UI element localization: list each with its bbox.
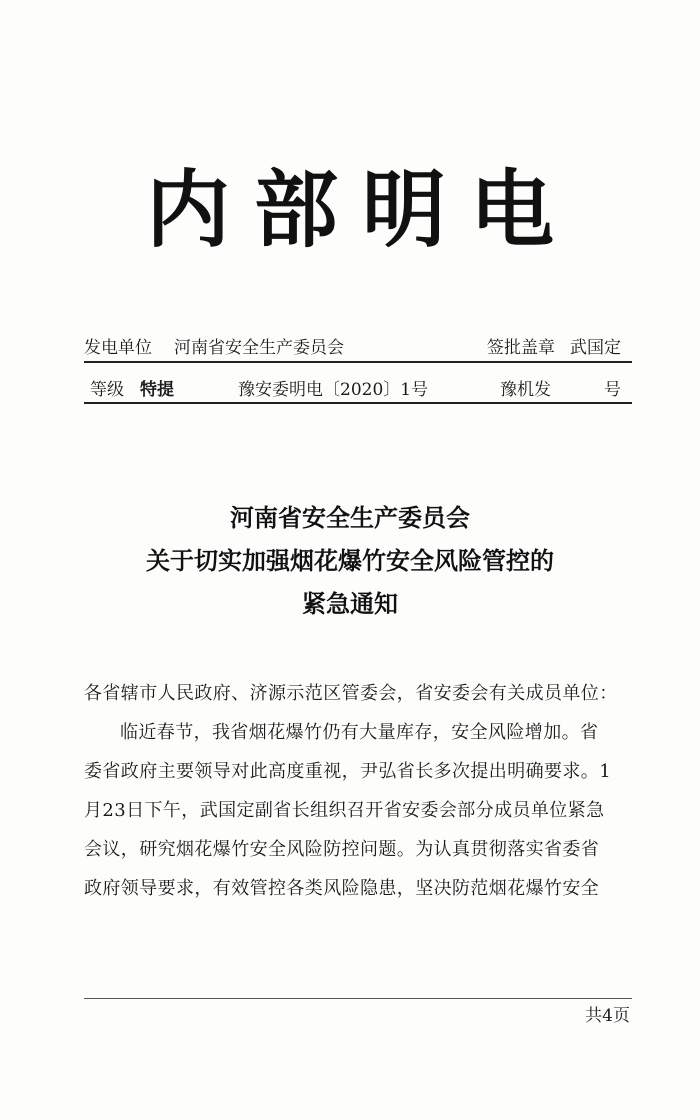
body-text bbox=[84, 674, 640, 908]
document-type-heading: 内部明电 bbox=[145, 161, 578, 259]
header-row-grade bbox=[84, 375, 632, 405]
grade-label: 等级 bbox=[90, 380, 124, 400]
header-divider-2 bbox=[84, 402, 632, 404]
body-line: 临近春节，我省烟花爆竹仍有大量库存，安全风险增加。省 bbox=[120, 722, 599, 743]
body-line: 月23日下午，武国定副省长组织召开省安委会部分成员单位紧急 bbox=[84, 800, 605, 821]
page-count: 共4页 bbox=[585, 1006, 630, 1026]
number-suffix: 号 bbox=[604, 380, 621, 400]
title-line-3: 紧急通知 bbox=[302, 590, 398, 618]
sender-label: 发电单位 bbox=[84, 338, 152, 358]
body-line: 委省政府主要领导对此高度重视，尹弘省长多次提出明确要求。1 bbox=[84, 761, 612, 782]
machine-label: 豫机发 bbox=[500, 380, 551, 400]
header-row-sender bbox=[84, 333, 632, 363]
footer-divider bbox=[84, 998, 632, 999]
salutation-line: 各省辖市人民政府、济源示范区管委会，省安委会有关成员单位： bbox=[84, 683, 618, 704]
doc-number: 豫安委明电〔2020〕1号 bbox=[238, 380, 429, 400]
approval-label: 签批盖章 bbox=[487, 338, 555, 358]
approval-value: 武国定 bbox=[570, 338, 621, 358]
body-line: 会议，研究烟花爆竹安全风险防控问题。为认真贯彻落实省委省 bbox=[84, 839, 600, 860]
grade-value: 特提 bbox=[140, 380, 174, 400]
sender-value: 河南省安全生产委员会 bbox=[174, 338, 344, 358]
title-line-1: 河南省安全生产委员会 bbox=[230, 504, 470, 532]
body-line: 政府领导要求，有效管控各类风险隐患，坚决防范烟花爆竹安全 bbox=[84, 878, 600, 899]
title-line-2: 关于切实加强烟花爆竹安全风险管控的 bbox=[146, 547, 554, 575]
header-divider-1 bbox=[84, 361, 632, 363]
